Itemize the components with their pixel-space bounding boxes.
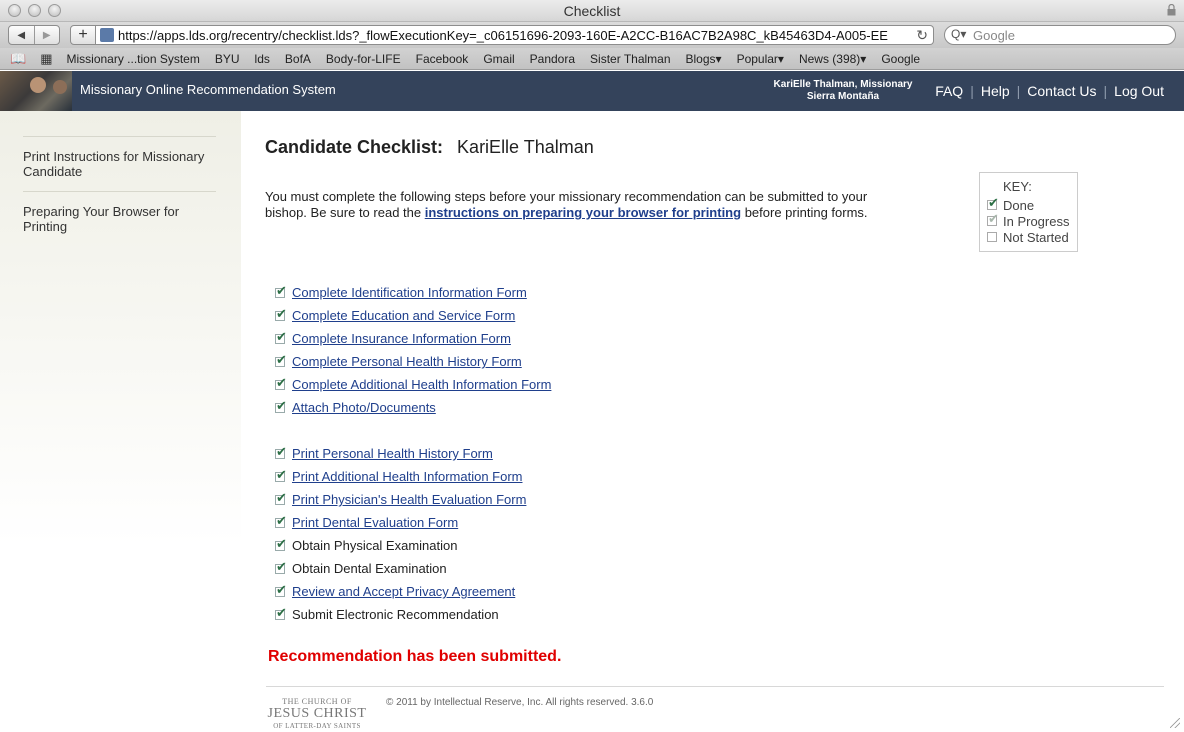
bookmark-item[interactable]: Google	[881, 51, 921, 66]
checklist-item	[275, 511, 551, 534]
lock-icon	[1167, 4, 1176, 16]
page-title	[265, 137, 594, 158]
key-title: KEY:	[1003, 179, 1032, 194]
done-checkbox-icon: ✔	[988, 195, 999, 210]
done-checkbox-icon: ✔	[276, 328, 287, 344]
checklist-item	[275, 327, 551, 350]
address-bar[interactable]	[96, 25, 934, 45]
header-nav	[935, 83, 1164, 99]
key-row-done	[987, 197, 1077, 213]
bookmark-item[interactable]: BYU	[214, 51, 240, 66]
bookmark-item[interactable]: Pandora	[529, 51, 576, 66]
checklist-item	[275, 304, 551, 327]
bookmark-item[interactable]: Popular▾	[736, 51, 784, 66]
submission-status-message: Recommendation has been submitted.	[268, 648, 562, 665]
bookmarks-bar	[0, 48, 1184, 70]
done-checkbox-icon: ✔	[276, 282, 287, 298]
checklist-item	[275, 465, 551, 488]
add-bookmark-button[interactable]: +	[70, 25, 96, 45]
checklist-item	[275, 350, 551, 373]
checklist	[275, 281, 551, 626]
checklist-item	[275, 396, 551, 419]
done-checkbox-icon: ✔	[276, 604, 287, 620]
logo-line: OF LATTER-DAY SAINTS	[273, 722, 361, 730]
submit-recommendation-step: Submit Electronic Recommendation	[292, 607, 499, 622]
bookmark-item[interactable]: lds	[254, 51, 270, 66]
separator: |	[1103, 83, 1108, 99]
checklist-item	[275, 534, 551, 557]
footer-divider	[266, 686, 1164, 687]
intro-text: before printing forms.	[741, 205, 868, 220]
app-header	[0, 71, 1184, 111]
help-link[interactable]: Help	[980, 83, 1010, 99]
separator: |	[1016, 83, 1021, 99]
search-icon: Q▾	[951, 27, 967, 41]
window-titlebar	[0, 0, 1184, 22]
reading-list-icon[interactable]: 📖	[10, 50, 27, 66]
checklist-item	[275, 281, 551, 304]
done-checkbox-icon: ✔	[276, 466, 287, 482]
forward-arrow-icon[interactable]: ▶	[34, 26, 60, 44]
done-checkbox-icon: ✔	[276, 558, 287, 574]
separator: |	[970, 83, 974, 99]
checklist-item	[275, 373, 551, 396]
user-name: KariElle Thalman, Missionary	[773, 79, 913, 90]
log-out-link[interactable]: Log Out	[1114, 83, 1164, 99]
empty-checkbox-icon	[987, 232, 997, 242]
insurance-form-link[interactable]: Complete Insurance Information Form	[292, 331, 511, 346]
checklist-item	[275, 603, 551, 626]
done-checkbox-icon: ✔	[276, 443, 287, 459]
key-label: Not Started	[1003, 229, 1069, 245]
key-label: In Progress	[1003, 213, 1070, 229]
url-text: https://apps.lds.org/recentry/checklist.lds?_flowExecutionKey=_c06151696-2093-160E-A2CC-B16AC7B2A98C_kB45463D4-A005-EE	[118, 28, 888, 43]
user-info	[760, 79, 926, 103]
faq-link[interactable]: FAQ	[935, 83, 964, 99]
in-progress-checkbox-icon: ✔	[988, 211, 999, 226]
checklist-item	[275, 580, 551, 603]
heading-label: Candidate Checklist:	[265, 137, 444, 157]
app-title: Missionary Online Recommendation System	[80, 82, 336, 97]
bookmark-item[interactable]: Gmail	[483, 51, 515, 66]
site-favicon-icon	[100, 28, 114, 42]
browser-instructions-link[interactable]: instructions on preparing your browser for printing	[424, 205, 742, 220]
print-dental-evaluation-link[interactable]: Print Dental Evaluation Form	[292, 515, 459, 530]
sidebar-list	[23, 136, 216, 246]
print-personal-health-link[interactable]: Print Personal Health History Form	[292, 446, 493, 461]
print-physician-evaluation-link[interactable]: Print Physician's Health Evaluation Form	[292, 492, 527, 507]
done-checkbox-icon: ✔	[276, 305, 287, 321]
sidebar-item-print-instructions[interactable]: Print Instructions for Missionary Candidate	[23, 136, 216, 191]
checklist-forms-group	[275, 281, 551, 419]
status-key	[979, 172, 1078, 252]
reload-icon[interactable]: ↻	[916, 27, 928, 43]
personal-health-form-link[interactable]: Complete Personal Health History Form	[292, 354, 522, 369]
print-additional-health-link[interactable]: Print Additional Health Information Form	[292, 469, 523, 484]
header-photo	[0, 71, 72, 111]
sidebar	[0, 111, 241, 732]
dental-exam-step: Obtain Dental Examination	[292, 561, 447, 576]
done-checkbox-icon: ✔	[276, 397, 287, 413]
checklist-item	[275, 557, 551, 580]
sidebar-item-preparing-browser[interactable]: Preparing Your Browser for Printing	[23, 191, 216, 246]
bookmark-item[interactable]: Sister Thalman	[590, 51, 671, 66]
done-checkbox-icon: ✔	[276, 374, 287, 390]
church-logo[interactable]	[265, 696, 369, 732]
bookmark-item[interactable]: Missionary ...tion System	[66, 51, 200, 66]
key-row-in-progress	[987, 213, 1077, 229]
attach-photo-link[interactable]: Attach Photo/Documents	[292, 400, 436, 415]
done-checkbox-icon: ✔	[276, 512, 287, 528]
checklist-print-group	[275, 442, 551, 626]
checklist-item	[275, 442, 551, 465]
window-title: Checklist	[563, 3, 621, 19]
history-nav	[8, 25, 60, 45]
main-content	[241, 111, 1184, 732]
key-row-not-started	[987, 229, 1077, 245]
top-sites-grid-icon[interactable]: ▦	[40, 50, 53, 66]
search-placeholder: Google	[973, 28, 1015, 43]
bookmark-item[interactable]: BofA	[284, 51, 311, 66]
logo-line: THE CHURCH OF	[282, 697, 352, 706]
done-checkbox-icon: ✔	[276, 535, 287, 551]
browser-toolbar	[0, 22, 1184, 48]
physical-exam-step: Obtain Physical Examination	[292, 538, 458, 553]
candidate-name: KariElle Thalman	[457, 137, 594, 157]
identification-form-link[interactable]: Complete Identification Information Form	[292, 285, 527, 300]
window-resize-grip-icon[interactable]	[1170, 718, 1180, 728]
additional-health-form-link[interactable]: Complete Additional Health Information Form	[292, 377, 552, 392]
user-location: Sierra Montaña	[806, 91, 880, 102]
education-service-form-link[interactable]: Complete Education and Service Form	[292, 308, 516, 323]
done-checkbox-icon: ✔	[276, 581, 287, 597]
back-arrow-icon[interactable]: ◀	[17, 29, 26, 41]
search-field[interactable]	[944, 25, 1176, 45]
intro-text: You must complete the following steps before your missionary recommendation can be submitted to your bishop. Be sure to read the	[265, 189, 868, 220]
checklist-item	[275, 488, 551, 511]
bookmark-item[interactable]: Facebook	[415, 51, 469, 66]
done-checkbox-icon: ✔	[276, 351, 287, 367]
contact-us-link[interactable]: Contact Us	[1027, 83, 1097, 99]
bookmark-item[interactable]: Body-for-LIFE	[325, 51, 401, 66]
bookmark-item[interactable]: Blogs▾	[685, 51, 722, 66]
bookmark-item[interactable]: News (398)▾	[798, 51, 867, 66]
intro-paragraph	[265, 189, 895, 221]
key-label: Done	[1003, 197, 1035, 213]
copyright-text: © 2011 by Intellectual Reserve, Inc. All rights reserved. 3.6.0	[386, 697, 654, 708]
done-checkbox-icon: ✔	[276, 489, 287, 505]
privacy-agreement-link[interactable]: Review and Accept Privacy Agreement	[292, 584, 516, 599]
logo-line: JESUS CHRIST	[267, 706, 367, 721]
